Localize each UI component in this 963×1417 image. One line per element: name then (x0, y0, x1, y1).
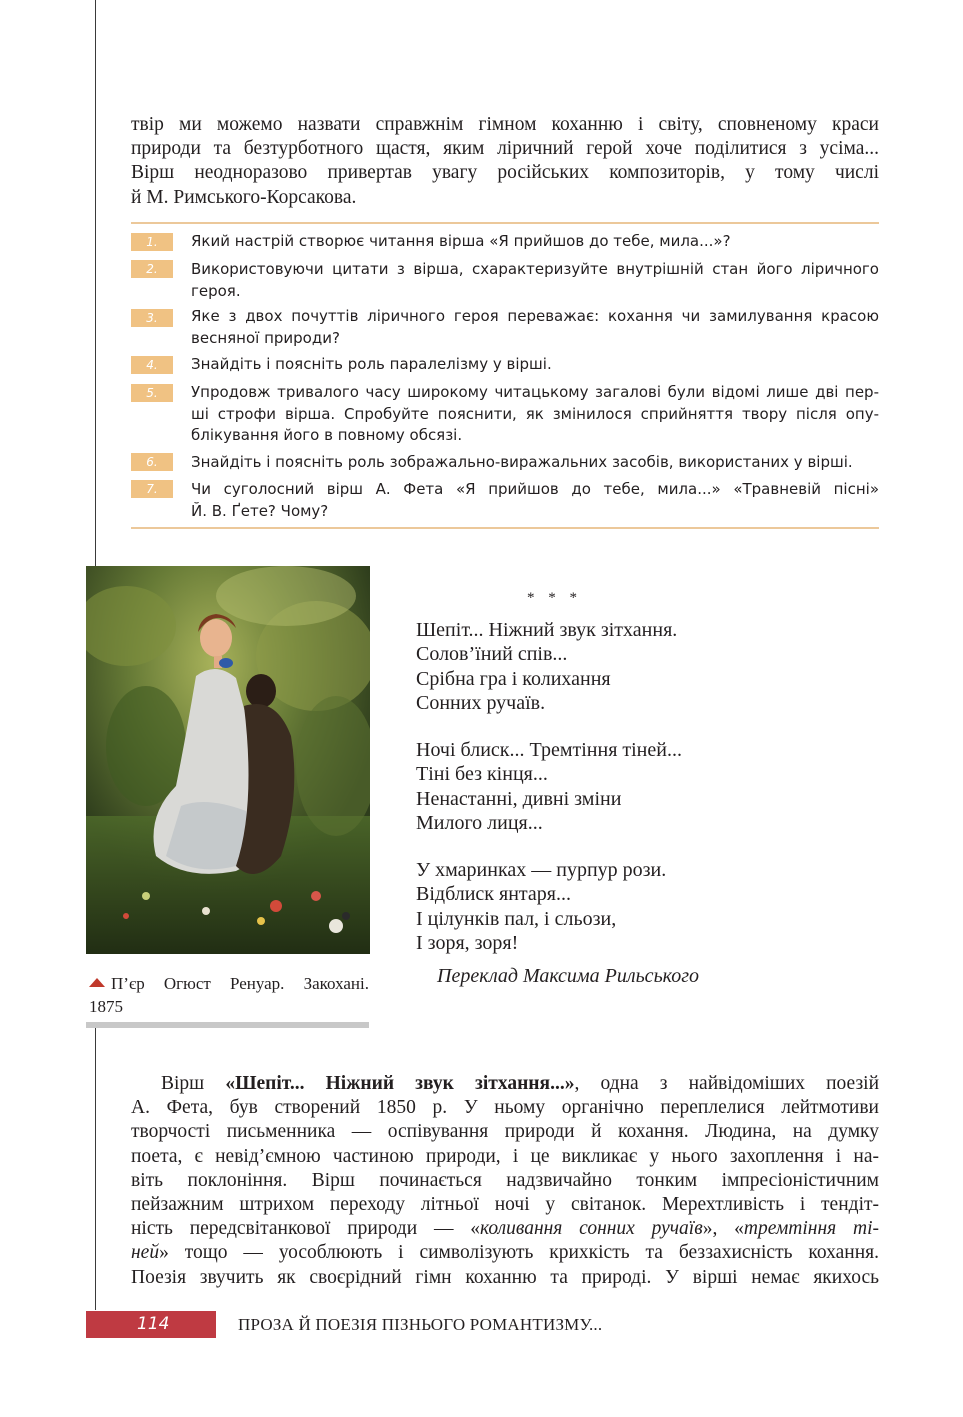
main-line (131, 1217, 879, 1241)
verse-line: У хмаринках — пурпур рози. (416, 859, 667, 881)
question-number: 7. (131, 480, 173, 498)
question-text (191, 259, 879, 302)
main-line (131, 1072, 879, 1096)
question-line: Упродовж тривалого часу широкому читацькому загалові були відомі лише дві пер- (191, 383, 879, 401)
question-number: 4. (131, 356, 173, 374)
poem-stars: * * * (527, 590, 582, 606)
main-line: віть поклоніння. Вірш починається надзвичайно тонким імпресіоністичним (131, 1169, 879, 1191)
quote-italic: тремтіння ті- (743, 1218, 879, 1240)
poem-stanza-2 (416, 738, 816, 835)
question-line: Використовуючи цитати з вірша, схарактеризуйте внутрішній стан його ліричного (191, 260, 879, 278)
intro-line: й М. Римського-Корсакова. (131, 186, 357, 208)
verse-line: Ночі блиск... Тремтіння тіней... (416, 739, 682, 761)
caption-underline-bar (86, 1022, 369, 1028)
main-line: А. Фета, був створений 1850 р. У ньому органічно переплелися лейтмотиви (131, 1097, 879, 1119)
text-run: , одна з найвідоміших поезій (574, 1073, 879, 1094)
caption-year: 1875 (89, 996, 123, 1016)
question-line: Яке з двох почуттів ліричного героя переважає: кохання чи замилування красою (191, 307, 879, 325)
question-text (191, 382, 879, 447)
main-paragraph (131, 1072, 879, 1290)
verse-line: І цілунків пал, і сльози, (416, 907, 617, 930)
text-run: Вірш (161, 1073, 226, 1094)
page-number: 114 (137, 1314, 170, 1334)
question-text (191, 354, 879, 376)
verse-line: Солов’їний спів... (416, 643, 568, 666)
text-run: », « (702, 1218, 744, 1240)
verse-line: Ненастанні, дивні зміни (416, 787, 622, 810)
question-line: Й. В. Ґете? Чому? (191, 501, 329, 520)
question-line: Знайдіть і поясніть роль паралелізму у вірші. (191, 355, 552, 373)
quote-italic: коливання сонних ручаїв (479, 1218, 703, 1240)
question-line: блікування його в повному обсязі. (191, 426, 463, 444)
main-line: поета, є невід’ємною частиною природи, і це викликає у нього захоплення і на- (131, 1145, 879, 1167)
verse-line: Відблиск янтаря... (416, 883, 571, 906)
question-text (191, 452, 879, 474)
caption-line (89, 973, 369, 996)
question-text (191, 231, 879, 253)
verse-line: І зоря, зоря! (416, 931, 519, 954)
verse-line: Милого лиця... (416, 811, 543, 834)
poem-stanza-3 (416, 858, 816, 955)
question-number: 3. (131, 309, 173, 327)
text-run: ність передсвітанкової природи — « (131, 1218, 480, 1240)
question-text (191, 479, 879, 522)
intro-line: Вірш неодноразово привертав увагу російських композиторів, у тому числі (131, 162, 879, 184)
intro-line: природи та безтурботного щастя, яким ліричний герой хоче поділитися з усіма... (131, 138, 879, 160)
page-margin-line-top (95, 0, 96, 566)
question-number: 1. (131, 233, 173, 251)
translator-credit: Переклад Максима Рильського (437, 965, 700, 987)
page-margin-line-bottom (95, 1028, 96, 1310)
questions-top-rule (131, 222, 879, 224)
text-run: » тощо — уособлюють і символізують крихкість та беззахисність кохання. (159, 1242, 879, 1264)
question-line: Чи суголосний вірш А. Фета «Я прийшов до тебе, мила...» «Травневій пісні» (191, 480, 879, 498)
question-line: весняної природи? (191, 328, 340, 347)
caption-triangle-icon (89, 978, 105, 987)
intro-line: твір ми можемо назвати справжнім гімном коханню і світу, сповненому краси (131, 114, 879, 135)
poem-title-bold: «Шепіт... Ніжний звук зітхання...» (225, 1073, 575, 1094)
poem-stanza-1 (416, 618, 816, 715)
question-line: героя. (191, 281, 241, 300)
running-head: ПРОЗА Й ПОЕЗІЯ ПІЗНЬОГО РОМАНТИЗМУ... (238, 1315, 603, 1334)
verse-line: Шепіт... Ніжний звук зітхання. (416, 619, 678, 641)
verse-line: Тіні без кінця... (416, 763, 548, 786)
main-line (131, 1241, 879, 1265)
caption-text: П’єр Огюст Ренуар. Закохані. (111, 974, 369, 993)
main-line: Поезія звучить як своєрідний гімн коханню та природі. У вірші немає якихось (131, 1266, 879, 1288)
question-number: 5. (131, 384, 173, 402)
quote-italic: ней (131, 1242, 160, 1264)
verse-line: Сонних ручаїв. (416, 691, 546, 714)
painting-caption (89, 973, 369, 1018)
renoir-lovers-painting (86, 566, 370, 954)
questions-bottom-rule (131, 527, 879, 529)
main-line: творчості письменника — оспівування природи й кохання. Людина, на думку (131, 1121, 879, 1143)
question-line: Який настрій створює читання вірша «Я прийшов до тебе, мила...»? (191, 232, 731, 250)
question-number: 6. (131, 453, 173, 471)
main-line: пейзажним штрихом переходу літньої ночі у світанок. Мерехтливість і тендіт- (131, 1194, 879, 1216)
question-line: ші строфи вірша. Спробуйте пояснити, як змінилося сприйняття твору після опу- (191, 404, 879, 423)
intro-paragraph (131, 113, 879, 210)
question-text (191, 306, 879, 349)
question-line: Знайдіть і поясніть роль зображально-виражальних засобів, використаних у вірші. (191, 453, 853, 471)
question-number: 2. (131, 260, 173, 278)
verse-line: Срібна гра і колихання (416, 667, 611, 690)
